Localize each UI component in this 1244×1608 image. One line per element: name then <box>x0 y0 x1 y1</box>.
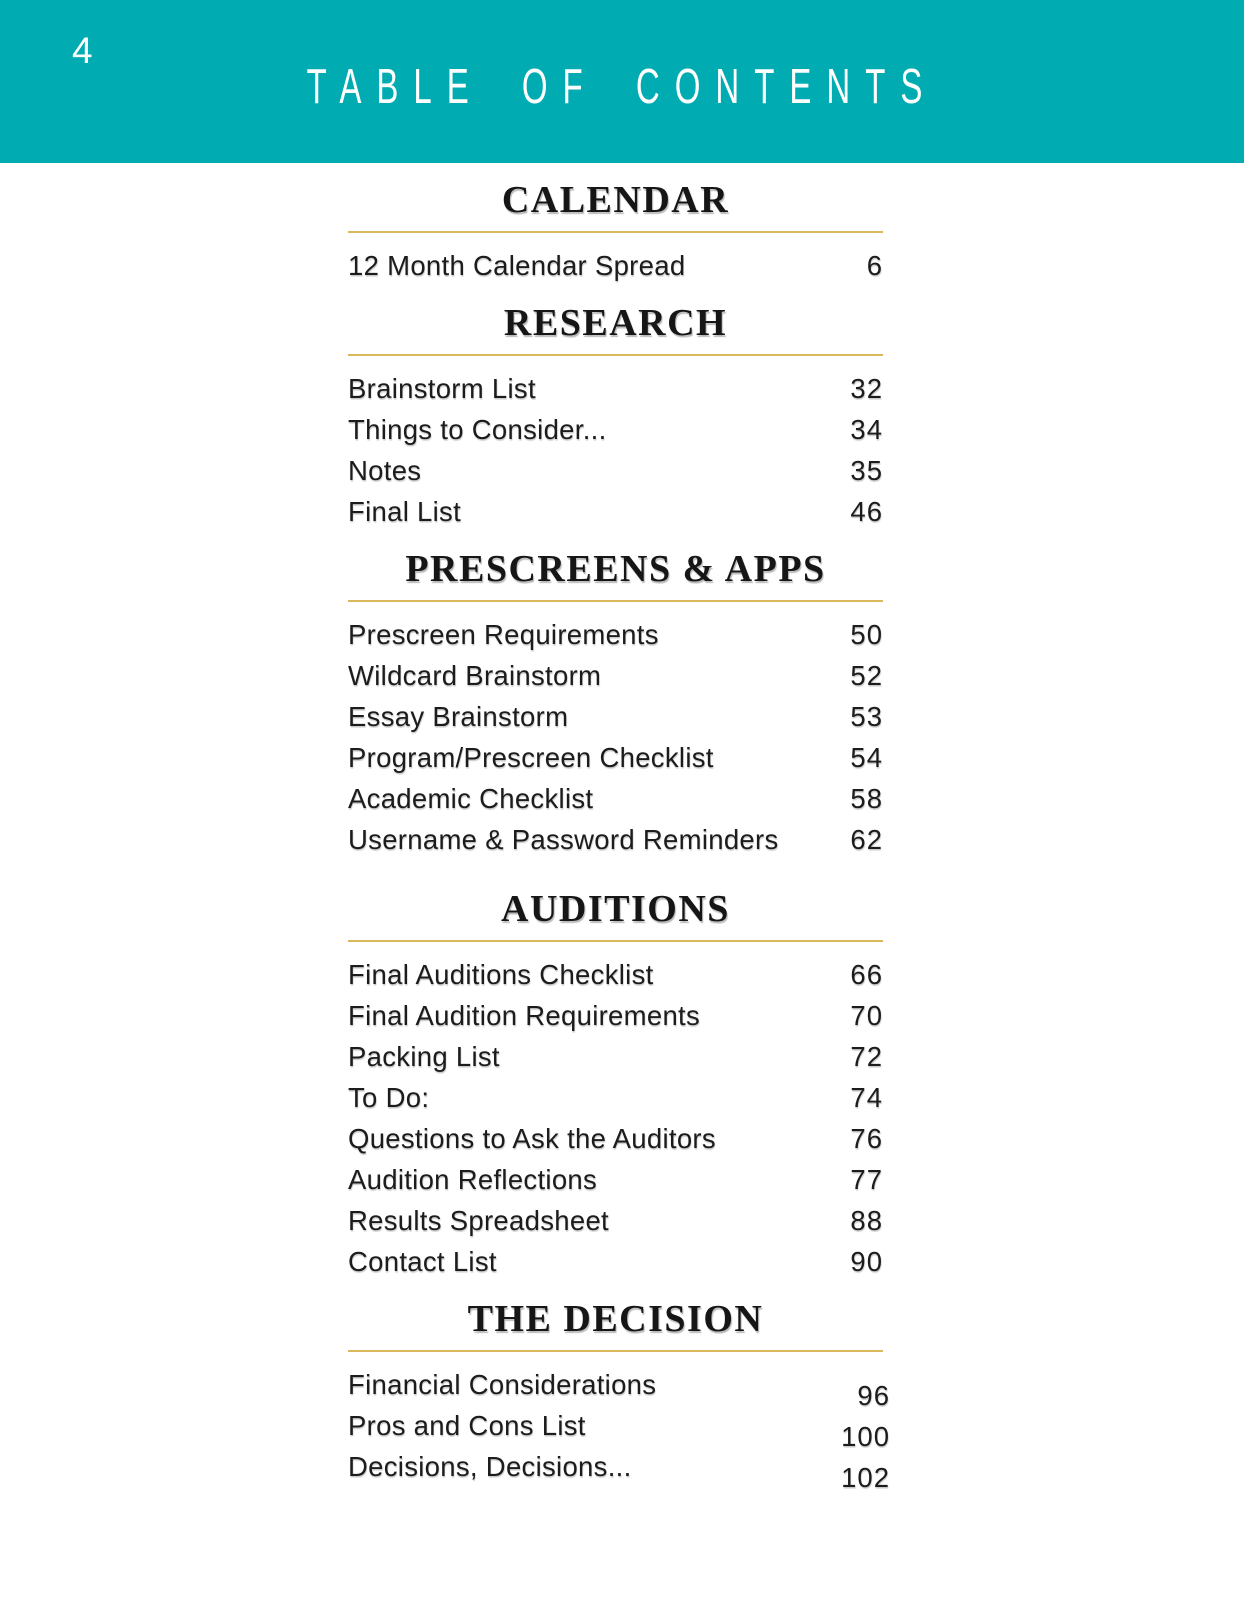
toc-entry <box>348 696 883 737</box>
toc-entry-label: Prescreen Requirements <box>348 618 659 650</box>
toc-entry <box>348 1200 883 1241</box>
toc-entry <box>348 1036 883 1077</box>
toc-entry-page: 72 <box>850 1040 883 1072</box>
toc-entry-page: 6 <box>866 249 883 281</box>
toc-entry-page: 62 <box>850 823 883 855</box>
section-divider <box>348 600 883 602</box>
toc-entry <box>348 1118 883 1159</box>
toc-entry-label: Audition Reflections <box>348 1163 598 1195</box>
toc-entry-page: 54 <box>850 741 883 773</box>
toc-entry-page: 88 <box>850 1204 883 1236</box>
toc-entry-label: Final Audition Requirements <box>348 999 701 1031</box>
toc-entry <box>348 995 883 1036</box>
toc-entry-page: 102 <box>841 1461 890 1493</box>
toc-entry-page: 96 <box>857 1379 890 1411</box>
toc-entry <box>348 245 883 286</box>
toc-entry-page: 77 <box>850 1163 883 1195</box>
toc-entry-label: Decisions, Decisions... <box>348 1450 632 1482</box>
toc-entry-page: 52 <box>850 659 883 691</box>
toc-entry <box>348 1241 883 1282</box>
section-divider <box>348 231 883 233</box>
toc-section <box>348 1298 890 1493</box>
toc-entry-label: Username & Password Reminders <box>348 823 779 855</box>
toc-entry-label: Pros and Cons List <box>348 1409 586 1441</box>
toc-entry <box>348 491 883 532</box>
toc-entry-page: 74 <box>850 1081 883 1113</box>
toc-entry-label: Final List <box>348 495 462 527</box>
section-items <box>348 954 883 1282</box>
toc-entry-label: Financial Considerations <box>348 1368 657 1400</box>
section-divider <box>348 940 883 942</box>
toc-entry <box>348 954 883 995</box>
page-number: 4 <box>72 30 93 71</box>
section-title: RESEARCH <box>503 302 728 344</box>
toc-entry-label: Things to Consider... <box>348 413 607 445</box>
toc-entry-page: 53 <box>850 700 883 732</box>
toc-entry-label: Essay Brainstorm <box>348 700 569 732</box>
toc-entry <box>348 614 883 655</box>
toc-entry <box>348 1159 883 1200</box>
toc-entry <box>348 1077 883 1118</box>
toc-entry-label: Results Spreadsheet <box>348 1204 609 1236</box>
toc-entry-label: Contact List <box>348 1245 497 1277</box>
section-divider <box>348 1350 883 1352</box>
toc-entry-label: Brainstorm List <box>348 372 536 404</box>
toc-section <box>348 302 883 532</box>
toc-section <box>348 548 883 860</box>
table-of-contents <box>348 163 890 1493</box>
toc-entry-page: 35 <box>850 454 883 486</box>
toc-entry-label: Wildcard Brainstorm <box>348 659 602 691</box>
header-banner <box>0 0 1244 163</box>
toc-entry <box>348 778 883 819</box>
toc-entry-label: Packing List <box>348 1040 500 1072</box>
toc-entry-label: Program/Prescreen Checklist <box>348 741 714 773</box>
section-items <box>348 614 883 860</box>
toc-entry-page: 46 <box>850 495 883 527</box>
section-title: THE DECISION <box>467 1298 764 1340</box>
section-divider <box>348 354 883 356</box>
toc-entry-label: To Do: <box>348 1081 430 1113</box>
toc-entry-label: 12 Month Calendar Spread <box>348 249 686 281</box>
section-title: CALENDAR <box>501 179 730 221</box>
toc-entry-page: 66 <box>850 958 883 990</box>
page-title: TABLE OF CONTENTS <box>306 58 938 114</box>
section-items <box>348 1364 890 1493</box>
toc-entry-label: Notes <box>348 454 422 486</box>
toc-section <box>348 888 883 1282</box>
toc-entry <box>348 819 883 860</box>
toc-entry <box>348 1364 890 1411</box>
toc-entry-page: 70 <box>850 999 883 1031</box>
section-items <box>348 368 883 532</box>
toc-entry <box>348 368 883 409</box>
toc-entry-page: 34 <box>850 413 883 445</box>
toc-entry-page: 50 <box>850 618 883 650</box>
toc-entry-page: 76 <box>850 1122 883 1154</box>
toc-entry <box>348 1446 890 1493</box>
toc-section <box>348 179 883 286</box>
toc-entry-page: 32 <box>850 372 883 404</box>
toc-entry <box>348 1405 890 1452</box>
toc-entry-label: Questions to Ask the Auditors <box>348 1122 716 1154</box>
toc-entry <box>348 409 883 450</box>
toc-entry-label: Academic Checklist <box>348 782 594 814</box>
toc-entry-page: 58 <box>850 782 883 814</box>
toc-entry <box>348 737 883 778</box>
toc-entry <box>348 450 883 491</box>
section-title: PRESCREENS & APPS <box>405 548 826 590</box>
toc-entry <box>348 655 883 696</box>
toc-entry-page: 100 <box>841 1420 890 1452</box>
toc-entry-page: 90 <box>850 1245 883 1277</box>
toc-entry-label: Final Auditions Checklist <box>348 958 654 990</box>
section-title: AUDITIONS <box>501 888 730 930</box>
section-items <box>348 245 883 286</box>
